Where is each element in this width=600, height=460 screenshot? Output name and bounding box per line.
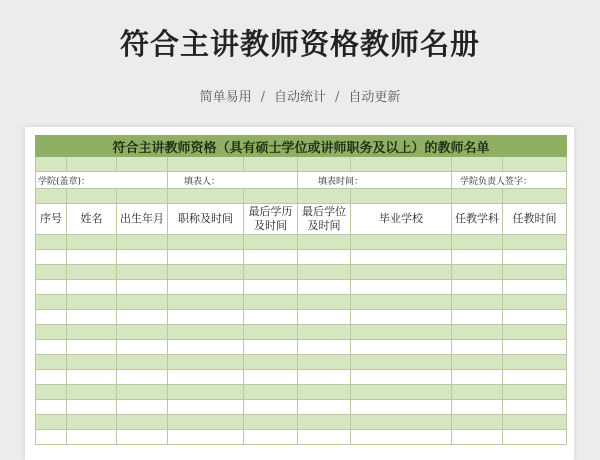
cell[interactable] xyxy=(298,430,351,445)
cell[interactable] xyxy=(503,400,567,415)
cell[interactable] xyxy=(503,370,567,385)
cell[interactable] xyxy=(244,157,298,172)
cell[interactable] xyxy=(168,265,244,280)
filler-label: 填表人： xyxy=(168,172,298,189)
cell[interactable] xyxy=(298,265,351,280)
cell[interactable] xyxy=(117,400,168,415)
cell[interactable] xyxy=(298,310,351,325)
cell[interactable] xyxy=(351,430,452,445)
cell[interactable] xyxy=(298,235,351,250)
cell[interactable] xyxy=(503,280,567,295)
column-header: 毕业学校 xyxy=(351,204,452,235)
cell[interactable] xyxy=(298,385,351,400)
cell[interactable] xyxy=(244,415,298,430)
cell[interactable] xyxy=(117,157,168,172)
cell[interactable] xyxy=(168,157,244,172)
cell[interactable] xyxy=(36,157,67,172)
cell[interactable] xyxy=(67,370,117,385)
cell[interactable] xyxy=(67,189,117,204)
cell[interactable] xyxy=(67,355,117,370)
cell[interactable] xyxy=(452,310,503,325)
cell[interactable] xyxy=(117,370,168,385)
cell[interactable] xyxy=(452,385,503,400)
cell[interactable] xyxy=(351,385,452,400)
cell[interactable] xyxy=(452,370,503,385)
cell[interactable] xyxy=(168,370,244,385)
cell[interactable] xyxy=(117,340,168,355)
cell[interactable] xyxy=(36,340,67,355)
sheet-heading: 符合主讲教师资格（具有硕士学位或讲师职务及以上）的教师名单 xyxy=(36,136,567,157)
table-row xyxy=(36,415,567,430)
cell[interactable] xyxy=(36,250,67,265)
school-seal-label: 学院(盖章)： xyxy=(36,172,168,189)
cell[interactable] xyxy=(117,310,168,325)
cell[interactable] xyxy=(36,385,67,400)
cell[interactable] xyxy=(452,280,503,295)
cell[interactable] xyxy=(351,310,452,325)
cell[interactable] xyxy=(351,189,452,204)
cell[interactable] xyxy=(67,157,117,172)
cell[interactable] xyxy=(351,370,452,385)
cell[interactable] xyxy=(168,325,244,340)
cell[interactable] xyxy=(351,355,452,370)
cell[interactable] xyxy=(67,265,117,280)
cell[interactable] xyxy=(298,400,351,415)
cell[interactable] xyxy=(452,295,503,310)
cell[interactable] xyxy=(168,415,244,430)
table-row xyxy=(36,340,567,355)
tag-separator: / xyxy=(335,90,340,105)
cell[interactable] xyxy=(36,355,67,370)
cell[interactable] xyxy=(36,295,67,310)
cell[interactable] xyxy=(298,280,351,295)
table-row xyxy=(36,235,567,250)
feature-tags xyxy=(0,86,600,105)
cell[interactable] xyxy=(298,340,351,355)
cell[interactable] xyxy=(298,325,351,340)
tag-auto-update: 自动更新 xyxy=(348,90,401,105)
tag-easy: 简单易用 xyxy=(199,90,252,105)
cell[interactable] xyxy=(244,430,298,445)
cell[interactable] xyxy=(67,325,117,340)
cell[interactable] xyxy=(503,189,567,204)
cell[interactable] xyxy=(117,295,168,310)
cell[interactable] xyxy=(351,415,452,430)
cell[interactable] xyxy=(503,325,567,340)
cell[interactable] xyxy=(244,325,298,340)
fill-time-label: 填表时间： xyxy=(298,172,452,189)
cell[interactable] xyxy=(503,295,567,310)
cell[interactable] xyxy=(298,189,351,204)
cell[interactable] xyxy=(36,310,67,325)
cell[interactable] xyxy=(503,235,567,250)
cell[interactable] xyxy=(244,280,298,295)
cell[interactable] xyxy=(168,189,244,204)
table-row xyxy=(36,325,567,340)
cell[interactable] xyxy=(351,325,452,340)
cell[interactable] xyxy=(351,340,452,355)
cell[interactable] xyxy=(67,340,117,355)
cell[interactable] xyxy=(452,189,503,204)
cell[interactable] xyxy=(503,340,567,355)
spacer-row xyxy=(36,189,567,204)
info-row xyxy=(36,172,567,189)
sheet-heading-row xyxy=(36,136,567,157)
cell[interactable] xyxy=(67,310,117,325)
column-header: 序号 xyxy=(36,204,67,235)
cell[interactable] xyxy=(67,400,117,415)
cell[interactable] xyxy=(351,400,452,415)
cell[interactable] xyxy=(244,295,298,310)
table-row xyxy=(36,385,567,400)
cell[interactable] xyxy=(117,430,168,445)
column-header: 任教学科 xyxy=(452,204,503,235)
cell[interactable] xyxy=(298,295,351,310)
cell[interactable] xyxy=(168,235,244,250)
cell[interactable] xyxy=(67,385,117,400)
table-row xyxy=(36,265,567,280)
table-row xyxy=(36,280,567,295)
cell[interactable] xyxy=(503,157,567,172)
cell[interactable] xyxy=(36,370,67,385)
column-header: 任教时间 xyxy=(503,204,567,235)
cell[interactable] xyxy=(168,250,244,265)
cell[interactable] xyxy=(298,250,351,265)
cell[interactable] xyxy=(117,325,168,340)
cell[interactable] xyxy=(36,400,67,415)
cell[interactable] xyxy=(452,430,503,445)
spacer-row xyxy=(36,157,567,172)
cell[interactable] xyxy=(452,157,503,172)
principal-sign-label: 学院负责人签字： xyxy=(452,172,567,189)
tag-auto-stat: 自动统计 xyxy=(273,90,326,105)
cell[interactable] xyxy=(244,340,298,355)
cell[interactable] xyxy=(298,370,351,385)
cell[interactable] xyxy=(503,265,567,280)
cell[interactable] xyxy=(168,430,244,445)
cell[interactable] xyxy=(117,415,168,430)
cell[interactable] xyxy=(36,430,67,445)
table-row xyxy=(36,430,567,445)
spreadsheet-preview xyxy=(25,127,574,460)
cell[interactable] xyxy=(452,415,503,430)
cell[interactable] xyxy=(67,235,117,250)
cell[interactable] xyxy=(168,355,244,370)
cell[interactable] xyxy=(452,250,503,265)
cell[interactable] xyxy=(503,355,567,370)
page-title: 符合主讲教师资格教师名册 xyxy=(119,27,480,61)
cell[interactable] xyxy=(351,265,452,280)
cell[interactable] xyxy=(36,189,67,204)
cell[interactable] xyxy=(244,355,298,370)
cell[interactable] xyxy=(117,265,168,280)
cell[interactable] xyxy=(244,265,298,280)
cell[interactable] xyxy=(503,415,567,430)
cell[interactable] xyxy=(67,250,117,265)
cell[interactable] xyxy=(503,310,567,325)
cell[interactable] xyxy=(36,235,67,250)
cell[interactable] xyxy=(117,250,168,265)
table-row xyxy=(36,355,567,370)
cell[interactable] xyxy=(351,157,452,172)
table-row xyxy=(36,400,567,415)
cell[interactable] xyxy=(244,400,298,415)
cell[interactable] xyxy=(168,340,244,355)
tag-separator: / xyxy=(260,90,265,105)
cell[interactable] xyxy=(452,355,503,370)
column-header: 最后学位及时间 xyxy=(298,204,351,235)
table-body xyxy=(36,235,567,445)
cell[interactable] xyxy=(351,250,452,265)
cell[interactable] xyxy=(452,235,503,250)
cell[interactable] xyxy=(36,325,67,340)
cell[interactable] xyxy=(244,310,298,325)
teacher-roster-table xyxy=(35,135,567,445)
column-header: 姓名 xyxy=(67,204,117,235)
cell[interactable] xyxy=(168,385,244,400)
cell[interactable] xyxy=(168,310,244,325)
column-header: 最后学历及时间 xyxy=(244,204,298,235)
cell[interactable] xyxy=(168,295,244,310)
cell[interactable] xyxy=(36,265,67,280)
cell[interactable] xyxy=(36,280,67,295)
cell[interactable] xyxy=(351,235,452,250)
cell[interactable] xyxy=(298,157,351,172)
cell[interactable] xyxy=(67,430,117,445)
cell[interactable] xyxy=(244,235,298,250)
cell[interactable] xyxy=(168,280,244,295)
table-row xyxy=(36,250,567,265)
cell[interactable] xyxy=(244,385,298,400)
table-row xyxy=(36,295,567,310)
column-header: 出生年月 xyxy=(117,204,168,235)
cell[interactable] xyxy=(452,265,503,280)
cell[interactable] xyxy=(117,355,168,370)
cell[interactable] xyxy=(117,189,168,204)
cell[interactable] xyxy=(244,250,298,265)
cell[interactable] xyxy=(67,295,117,310)
cell[interactable] xyxy=(503,430,567,445)
cell[interactable] xyxy=(117,235,168,250)
column-header-row xyxy=(36,204,567,235)
cell[interactable] xyxy=(168,400,244,415)
cell[interactable] xyxy=(503,250,567,265)
table-row xyxy=(36,310,567,325)
cell[interactable] xyxy=(298,355,351,370)
cell[interactable] xyxy=(298,415,351,430)
cell[interactable] xyxy=(67,280,117,295)
cell[interactable] xyxy=(244,370,298,385)
cell[interactable] xyxy=(503,385,567,400)
column-header: 职称及时间 xyxy=(168,204,244,235)
cell[interactable] xyxy=(452,340,503,355)
cell[interactable] xyxy=(351,295,452,310)
cell[interactable] xyxy=(452,400,503,415)
cell[interactable] xyxy=(452,325,503,340)
cell[interactable] xyxy=(36,415,67,430)
table-row xyxy=(36,370,567,385)
cell[interactable] xyxy=(117,280,168,295)
cell[interactable] xyxy=(67,415,117,430)
cell[interactable] xyxy=(117,385,168,400)
cell[interactable] xyxy=(351,280,452,295)
cell[interactable] xyxy=(244,189,298,204)
